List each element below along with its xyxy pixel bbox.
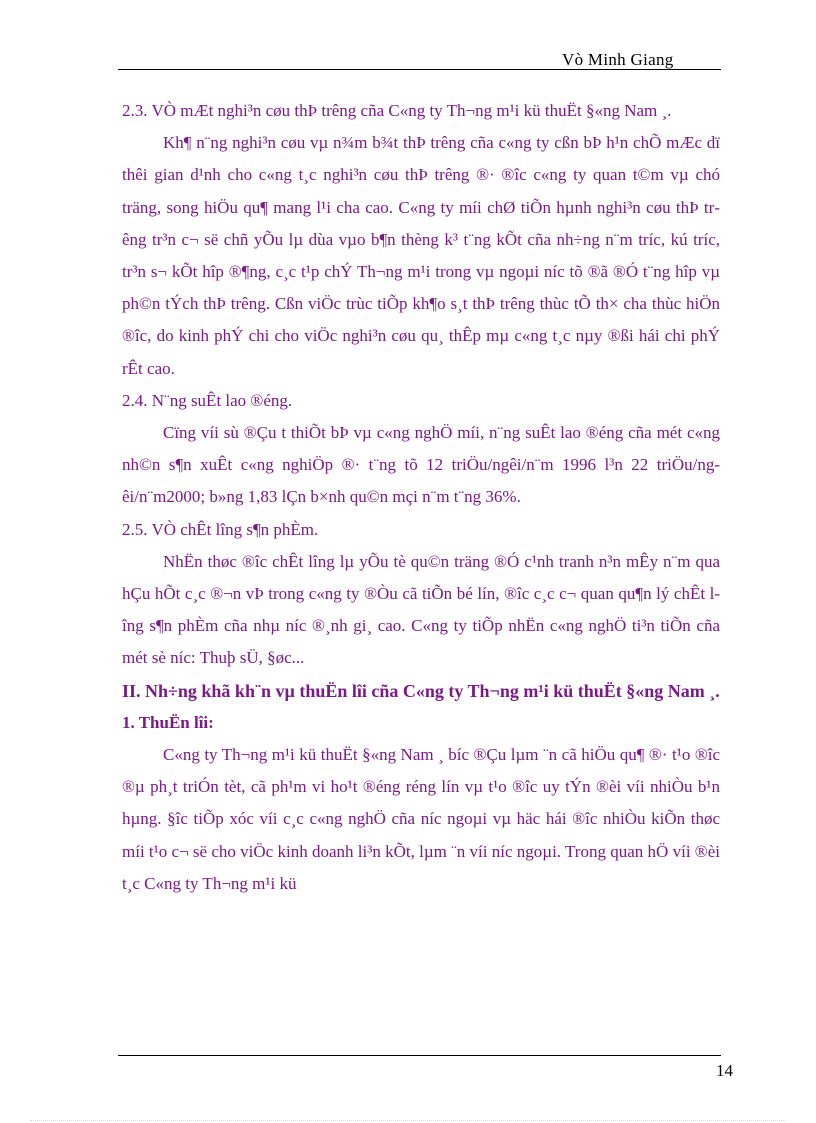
section-heading-2-3: 2.3. VÒ mÆt nghi³n cøu thÞ trêng cña C«ng ty Th¬ng m¹i kü thuËt §«ng Nam ¸. [122,101,672,120]
section-heading-2-4: 2.4. N¨ng suÊt lao ®éng. [122,390,293,410]
page-number: 14 [716,1061,733,1080]
header-rule [118,69,721,70]
footer-rule [118,1055,721,1056]
document-body [122,95,720,900]
chapter-heading-ii: II. Nh÷ng khã kh¨n vµ thuËn lîi cña C«ng ty Th¬ng m¹i kü thuËt §«ng Nam ¸. [122,680,720,701]
paragraph-labor-productivity: Cïng víi sù ®Çu t thiÕt bÞ vµ c«ng nghÖ míi, n¨ng suÊt lao ®éng cña mét c«ng nh©n s¶n xuÊt c«ng nghiÖp ®· t¨ng tõ 12 triÖu/ngêi/n¨m 1996 l³n 22 triÖu/ngêi/n¨m2000; b»ng 1,83 lÇn b×nh qu©n mçi n¨m t¨ng 36%. [122,423,720,507]
section-heading-2-5: 2.5. VÒ chÊt lîng s¶n phÈm. [122,519,319,539]
paragraph-market-research: Kh¶ n¨ng nghi³n cøu vµ n¾m b¾t thÞ trêng cña c«ng ty cßn bÞ h¹n chÕ mÆc dï thêi gian d¹nh cho c«ng t¸c nghi³n cøu thÞ trêng ®· ®îc c«ng ty quan t©m vµ chó träng, song hiÖu qu¶ mang l¹i cha cao. C«ng ty míi chØ tiÕn hµnh nghi³n cøu thÞ trêng tr³n c¬ së chñ yÕu lµ dùa vµo b¶n thèng k³ t¨ng kÕt cña nh÷ng n¨m tríc, kú tríc, tr³n s¬ kÕt hîp ®¶ng, c¸c t¹p chÝ Th¬ng m¹i trong vµ ngoµi níc tõ ®ã ®Ó t¨ng hîp vµ ph©n tÝch thÞ trêng. Cßn viÖc trùc tiÕp kh¶o s¸t thÞ trêng thùc tÕ th× cha thùc hiÖn ®îc, do kinh phÝ chi cho viÖc nghi³n cøu qu¸ thÊp mµ c«ng t¸c nµy ®ßi hái chi phÝ rÊt cao. [122,133,720,378]
page-edge-divider [30,1120,786,1121]
subheading-advantages: 1. ThuËn lîi: [122,712,214,732]
paragraph-product-quality: NhËn thøc ®îc chÊt lîng lµ yÕu tè qu©n träng ®Ó c¹nh tranh n³n mÊy n¨m qua hÇu hÕt c¸c ®¬n vÞ trong c«ng ty ®Òu cã tiÕn bé lín, ®îc c¸c c¬ quan qu¶n lý chÊt lîng s¶n phÈm cña nhµ níc ®¸nh gi¸ cao. C«ng ty tiÕp nhËn c«ng nghÖ ti³n tiÕn cña mét sè níc: Thuþ sÜ, §øc... [122,551,720,668]
header-author: Vò Minh Giang [562,50,674,69]
paragraph-advantages: C«ng ty Th¬ng m¹i kü thuËt §«ng Nam ¸ bíc ®Çu lµm ¨n cã hiÖu qu¶ ®· t¹o ®îc ®µ ph¸t triÓn tèt, cã ph¹m vi ho¹t ®éng réng lín vµ t¹o ®îc uy tÝn ®èi víi nhiÒu b¹n hµng. §îc tiÕp xóc víi c¸c c«ng nghÖ cña níc ngoµi vµ häc hái ®îc nhiÒu kiÕn thøc míi t¹o c¬ së cho viÖc kinh doanh li³n kÕt, lµm ¨n víi níc ngoµi. Trong quan hÖ víi ®èi t¸c C«ng ty Th¬ng m¹i kü [122,745,720,893]
